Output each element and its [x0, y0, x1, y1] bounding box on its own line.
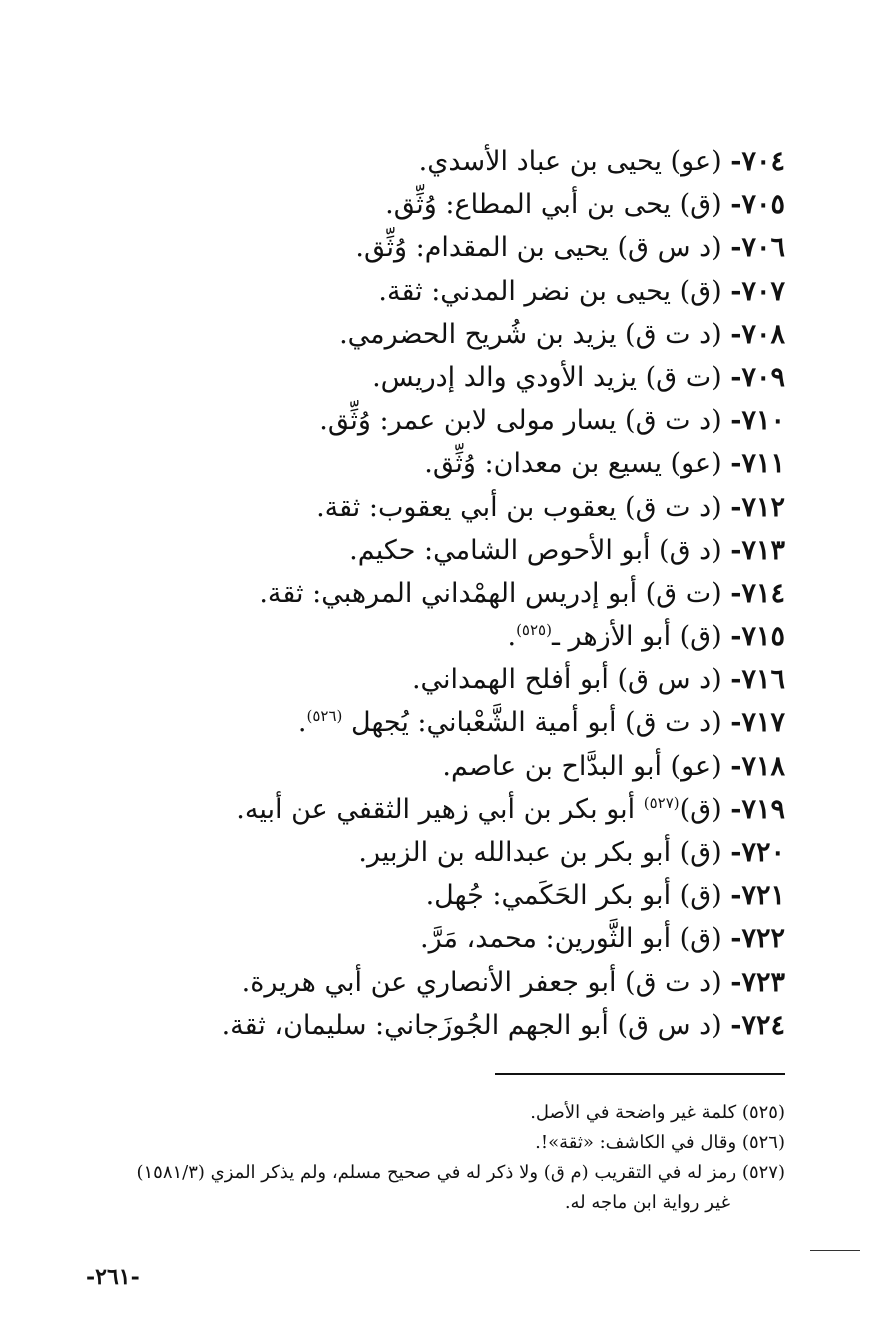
entry-708 — [85, 313, 785, 356]
entry-number: ٧١٧- — [730, 707, 785, 739]
entry-number: ٧١٩- — [730, 793, 785, 825]
entry-text-tail: . — [507, 621, 517, 653]
entry-text: (ق) يحيى بن نضر المدني: ثقة. — [378, 275, 722, 307]
entry-number: ٧٢٠- — [730, 837, 785, 868]
entry-number: ٧١٠- — [730, 405, 785, 437]
entry-number: ٧٢١- — [730, 880, 785, 912]
entry-number: ٧١١- — [730, 448, 785, 480]
entry-number: ٧١٣- — [730, 534, 785, 566]
footnote-ref-527[interactable]: (٥٢٧) — [643, 793, 680, 812]
entry-text: (ق) — [679, 793, 722, 825]
entry-text: (د س ق) أبو أفلح الهمداني. — [411, 664, 722, 696]
entry-713 — [85, 529, 785, 572]
entry-text: (ق) أبو بكر بن عبدالله بن الزبير. — [358, 837, 722, 868]
entry-number: ٧٠٨- — [730, 318, 785, 350]
entry-text-tail: أبو بكر بن أبي زهير الثقفي عن أبيه. — [236, 793, 644, 825]
entry-text: (د س ق) أبو الجهم الجُوزَجاني: سليمان، ثقة. — [221, 1009, 722, 1041]
entry-number: ٧١٥- — [730, 621, 785, 653]
entry-number: ٧٢٢- — [730, 923, 785, 955]
footnote-ref-526[interactable]: (٥٢٦) — [306, 707, 343, 726]
entry-720 — [85, 831, 785, 874]
entry-number: ٧١٢- — [730, 491, 785, 523]
footnote-525: (٥٢٥) كلمة غير واضحة في الأصل. — [530, 1102, 785, 1123]
entry-707 — [85, 270, 785, 313]
entry-715 — [85, 615, 785, 658]
entry-709 — [85, 356, 785, 399]
entry-text: (د ت ق) أبو أمية الشَّعْباني: يُجهل — [351, 707, 722, 739]
entry-724 — [85, 1004, 785, 1047]
margin-divider — [810, 1250, 860, 1251]
footnote-ref-525[interactable]: (٥٢٥) — [516, 621, 552, 640]
entry-number: ٧٠٩- — [730, 361, 785, 393]
entry-721 — [85, 874, 785, 917]
entry-text: (د ق) أبو الأحوص الشامي: حكيم. — [349, 534, 722, 566]
entry-705 — [85, 183, 785, 226]
footnote-divider — [495, 1073, 785, 1075]
entry-716 — [85, 658, 785, 701]
footnote-526: (٥٢٦) وقال في الكاشف: «ثقة»!. — [535, 1132, 785, 1153]
entry-722 — [85, 917, 785, 960]
footnote-527-continuation: غير رواية ابن ماجه له. — [564, 1192, 730, 1213]
entry-704 — [85, 140, 785, 183]
entry-text: (ت ق) أبو إدريس الهمْداني المرهبي: ثقة. — [259, 577, 722, 609]
entry-text: (ق) أبو الثَّورين: محمد، مَرَّ. — [420, 923, 722, 955]
entry-text: (ق) يحى بن أبي المطاع: وُثِّق. — [385, 189, 722, 221]
entry-text: (د ت ق) يعقوب بن أبي يعقوب: ثقة. — [316, 491, 722, 523]
entry-number: ٧١٦- — [730, 664, 785, 696]
entry-text: (عو) يسيع بن معدان: وُثِّق. — [424, 448, 722, 480]
entry-706 — [85, 226, 785, 269]
entry-723 — [85, 961, 785, 1004]
entry-718 — [85, 745, 785, 788]
entry-number: ٧٢٤- — [730, 1009, 785, 1041]
entry-711 — [85, 442, 785, 485]
entry-list — [85, 140, 785, 1047]
entry-number: ٧٠٤- — [730, 146, 785, 177]
page-number: -٢٦١- — [86, 1264, 140, 1290]
entry-number: ٧٠٦- — [730, 232, 785, 264]
entry-text: (د ت ق) أبو جعفر الأنصاري عن أبي هريرة. — [241, 966, 722, 998]
entry-text: (د ت ق) يسار مولى لابن عمر: وُثِّق. — [319, 405, 722, 437]
entry-text: (د ت ق) يزيد بن شُريح الحضرمي. — [339, 318, 722, 350]
entry-text: (ق) أبو بكر الحَكَمي: جُهل. — [425, 880, 722, 912]
entry-number: ٧٢٣- — [730, 966, 785, 998]
entry-712 — [85, 486, 785, 529]
entry-714 — [85, 572, 785, 615]
entry-number: ٧٠٧- — [730, 275, 785, 307]
entry-text: (عو) يحيى بن عباد الأسدي. — [418, 146, 722, 177]
footnote-527: (٥٢٧) رمز له في التقريب (م ق) ولا ذكر له في صحيح مسلم، ولم يذكر المزي (١٥٨١/٣) — [136, 1162, 785, 1183]
entry-number: ٧١٨- — [730, 750, 785, 782]
entry-text-tail: . — [297, 707, 307, 739]
entry-text: (ت ق) يزيد الأودي والد إدريس. — [372, 361, 722, 393]
entry-719 — [85, 788, 785, 831]
entry-710 — [85, 399, 785, 442]
entry-number: ٧٠٥- — [730, 189, 785, 221]
entry-717 — [85, 701, 785, 744]
entry-text: (عو) أبو البدَّاح بن عاصم. — [442, 750, 722, 782]
entry-number: ٧١٤- — [730, 577, 785, 609]
entry-text: (د س ق) يحيى بن المقدام: وُثِّق. — [355, 232, 722, 264]
entry-text: (ق) أبو الأزهر ـ — [551, 621, 722, 653]
footnotes — [75, 1098, 785, 1218]
